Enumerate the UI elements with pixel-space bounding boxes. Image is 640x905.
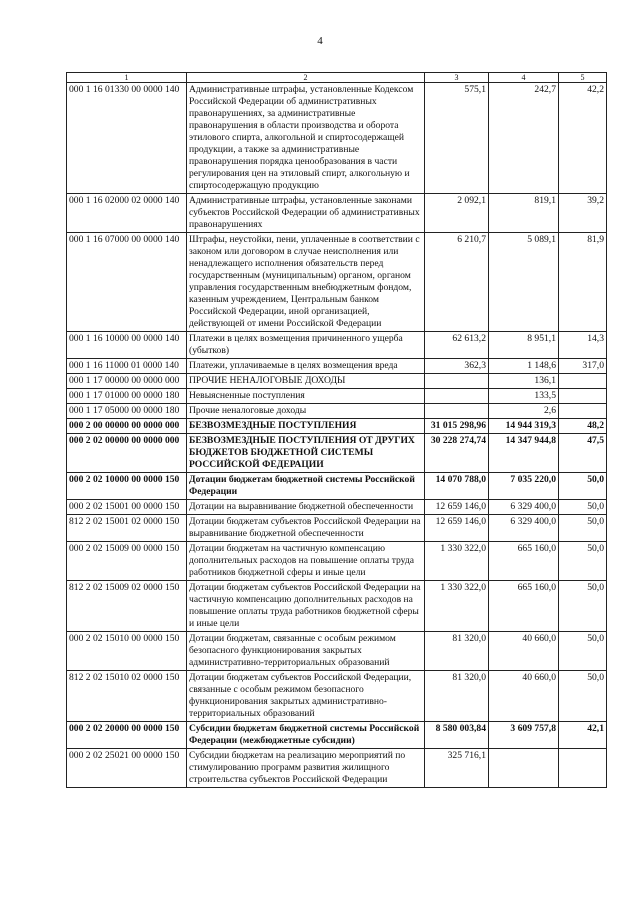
plan-value-cell: 12 659 146,0	[425, 515, 489, 542]
name-cell: Штрафы, неустойки, пени, уплаченные в соответствии с законом или договором в случае неисполнения или ненадлежащего исполнения обязательств перед государственным (муниципальным) органом, органом управления государственным внебюджетным фондом, казенным учреждением, Центральным банком Российской Федерации, иной организацией, действующей от имени Российской Федерации	[187, 233, 425, 332]
table-row	[67, 515, 607, 542]
code-cell: 000 2 02 15010 00 0000 150	[67, 632, 187, 671]
table-row	[67, 374, 607, 389]
fact-value-cell: 665 160,0	[489, 542, 559, 581]
percent-cell	[559, 374, 607, 389]
fact-value-cell: 242,7	[489, 83, 559, 194]
name-cell: ПРОЧИЕ НЕНАЛОГОВЫЕ ДОХОДЫ	[187, 374, 425, 389]
code-cell: 000 2 02 20000 00 0000 150	[67, 722, 187, 749]
name-cell: БЕЗВОЗМЕЗДНЫЕ ПОСТУПЛЕНИЯ ОТ ДРУГИХ БЮДЖЕТОВ БЮДЖЕТНОЙ СИСТЕМЫ РОССИЙСКОЙ ФЕДЕРАЦИИ	[187, 434, 425, 473]
plan-value-cell: 30 228 274,74	[425, 434, 489, 473]
code-cell: 000 1 17 01000 00 0000 180	[67, 389, 187, 404]
fact-value-cell: 1 148,6	[489, 359, 559, 374]
table-row	[67, 233, 607, 332]
fact-value-cell: 14 347 944,8	[489, 434, 559, 473]
plan-value-cell: 12 659 146,0	[425, 500, 489, 515]
percent-cell: 81,9	[559, 233, 607, 332]
code-cell: 000 1 16 11000 01 0000 140	[67, 359, 187, 374]
fact-value-cell: 819,1	[489, 194, 559, 233]
name-cell: БЕЗВОЗМЕЗДНЫЕ ПОСТУПЛЕНИЯ	[187, 419, 425, 434]
code-cell: 000 1 17 00000 00 0000 000	[67, 374, 187, 389]
fact-value-cell: 8 951,1	[489, 332, 559, 359]
plan-value-cell: 6 210,7	[425, 233, 489, 332]
table-row	[67, 389, 607, 404]
fact-value-cell	[489, 749, 559, 788]
table-row	[67, 632, 607, 671]
fact-value-cell: 7 035 220,0	[489, 473, 559, 500]
fact-value-cell: 14 944 319,3	[489, 419, 559, 434]
plan-value-cell	[425, 389, 489, 404]
budget-table	[66, 72, 607, 788]
percent-cell	[559, 404, 607, 419]
column-header: 2	[187, 73, 425, 83]
name-cell: Дотации бюджетам бюджетной системы Российской Федерации	[187, 473, 425, 500]
percent-cell: 47,5	[559, 434, 607, 473]
percent-cell	[559, 389, 607, 404]
name-cell: Субсидии бюджетам на реализацию мероприятий по стимулированию программ развития жилищного строительства субъектов Российской Федерации	[187, 749, 425, 788]
column-header: 5	[559, 73, 607, 83]
plan-value-cell: 8 580 003,84	[425, 722, 489, 749]
percent-cell: 42,2	[559, 83, 607, 194]
code-cell: 000 1 17 05000 00 0000 180	[67, 404, 187, 419]
fact-value-cell: 5 089,1	[489, 233, 559, 332]
code-cell: 000 2 02 15001 00 0000 150	[67, 500, 187, 515]
fact-value-cell: 3 609 757,8	[489, 722, 559, 749]
table-row	[67, 671, 607, 722]
table-row	[67, 581, 607, 632]
table-row	[67, 419, 607, 434]
plan-value-cell: 62 613,2	[425, 332, 489, 359]
code-cell: 812 2 02 15010 02 0000 150	[67, 671, 187, 722]
fact-value-cell: 40 660,0	[489, 632, 559, 671]
fact-value-cell: 40 660,0	[489, 671, 559, 722]
plan-value-cell: 1 330 322,0	[425, 542, 489, 581]
fact-value-cell: 6 329 400,0	[489, 515, 559, 542]
table-row	[67, 83, 607, 194]
code-cell: 000 2 02 00000 00 0000 000	[67, 434, 187, 473]
table-row	[67, 434, 607, 473]
percent-cell: 50,0	[559, 581, 607, 632]
code-cell: 000 2 02 10000 00 0000 150	[67, 473, 187, 500]
table-row	[67, 542, 607, 581]
page-number: 4	[317, 35, 323, 47]
fact-value-cell: 2,6	[489, 404, 559, 419]
name-cell: Субсидии бюджетам бюджетной системы Российской Федерации (межбюджетные субсидии)	[187, 722, 425, 749]
column-numbers-row	[67, 73, 607, 83]
name-cell: Дотации бюджетам субъектов Российской Федерации на частичную компенсацию дополнительных расходов на повышение оплаты труда работников бюджетной сферы и иные цели	[187, 581, 425, 632]
name-cell: Дотации бюджетам субъектов Российской Федерации на выравнивание бюджетной обеспеченности	[187, 515, 425, 542]
percent-cell: 317,0	[559, 359, 607, 374]
plan-value-cell: 14 070 788,0	[425, 473, 489, 500]
percent-cell: 50,0	[559, 500, 607, 515]
name-cell: Дотации бюджетам на частичную компенсацию дополнительных расходов на повышение оплаты труда работников бюджетной сферы и иные цели	[187, 542, 425, 581]
plan-value-cell: 362,3	[425, 359, 489, 374]
code-cell: 000 1 16 10000 00 0000 140	[67, 332, 187, 359]
fact-value-cell: 133,5	[489, 389, 559, 404]
percent-cell: 48,2	[559, 419, 607, 434]
percent-cell: 39,2	[559, 194, 607, 233]
code-cell: 000 2 02 25021 00 0000 150	[67, 749, 187, 788]
plan-value-cell: 81 320,0	[425, 671, 489, 722]
fact-value-cell: 665 160,0	[489, 581, 559, 632]
name-cell: Административные штрафы, установленные законами субъектов Российской Федерации об административных правонарушениях	[187, 194, 425, 233]
table-row	[67, 194, 607, 233]
plan-value-cell	[425, 404, 489, 419]
table-row	[67, 332, 607, 359]
fact-value-cell: 136,1	[489, 374, 559, 389]
table-row	[67, 404, 607, 419]
percent-cell: 50,0	[559, 515, 607, 542]
fact-value-cell: 6 329 400,0	[489, 500, 559, 515]
code-cell: 000 2 02 15009 00 0000 150	[67, 542, 187, 581]
name-cell: Административные штрафы, установленные Кодексом Российской Федерации об административных правонарушениях, за административные правонарушения в области производства и оборота этилового спирта, алкогольной и спиртосодержащей продукции, а также за административные правонарушения порядка ценообразования в части регулирования цен на этиловый спирт, алкогольную и спиртосодержащую продукцию	[187, 83, 425, 194]
plan-value-cell: 575,1	[425, 83, 489, 194]
table-row	[67, 749, 607, 788]
percent-cell: 50,0	[559, 671, 607, 722]
percent-cell: 50,0	[559, 632, 607, 671]
plan-value-cell: 1 330 322,0	[425, 581, 489, 632]
name-cell: Прочие неналоговые доходы	[187, 404, 425, 419]
code-cell: 000 2 00 00000 00 0000 000	[67, 419, 187, 434]
code-cell: 000 1 16 02000 02 0000 140	[67, 194, 187, 233]
table-row	[67, 722, 607, 749]
plan-value-cell: 31 015 298,96	[425, 419, 489, 434]
percent-cell: 50,0	[559, 473, 607, 500]
column-header: 4	[489, 73, 559, 83]
name-cell: Невыясненные поступления	[187, 389, 425, 404]
name-cell: Платежи в целях возмещения причиненного ущерба (убытков)	[187, 332, 425, 359]
table-row	[67, 500, 607, 515]
plan-value-cell: 81 320,0	[425, 632, 489, 671]
plan-value-cell: 325 716,1	[425, 749, 489, 788]
percent-cell: 50,0	[559, 542, 607, 581]
plan-value-cell: 2 092,1	[425, 194, 489, 233]
code-cell: 000 1 16 07000 00 0000 140	[67, 233, 187, 332]
percent-cell: 42,1	[559, 722, 607, 749]
name-cell: Платежи, уплачиваемые в целях возмещения вреда	[187, 359, 425, 374]
percent-cell: 14,3	[559, 332, 607, 359]
name-cell: Дотации бюджетам, связанные с особым режимом безопасного функционирования закрытых административно-территориальных образований	[187, 632, 425, 671]
code-cell: 812 2 02 15001 02 0000 150	[67, 515, 187, 542]
percent-cell	[559, 749, 607, 788]
column-header: 3	[425, 73, 489, 83]
column-header: 1	[67, 73, 187, 83]
name-cell: Дотации бюджетам субъектов Российской Федерации, связанные с особым режимом безопасного функционирования закрытых административно-территориальных образований	[187, 671, 425, 722]
name-cell: Дотации на выравнивание бюджетной обеспеченности	[187, 500, 425, 515]
plan-value-cell	[425, 374, 489, 389]
table-row	[67, 359, 607, 374]
code-cell: 812 2 02 15009 02 0000 150	[67, 581, 187, 632]
code-cell: 000 1 16 01330 00 0000 140	[67, 83, 187, 194]
table-row	[67, 473, 607, 500]
